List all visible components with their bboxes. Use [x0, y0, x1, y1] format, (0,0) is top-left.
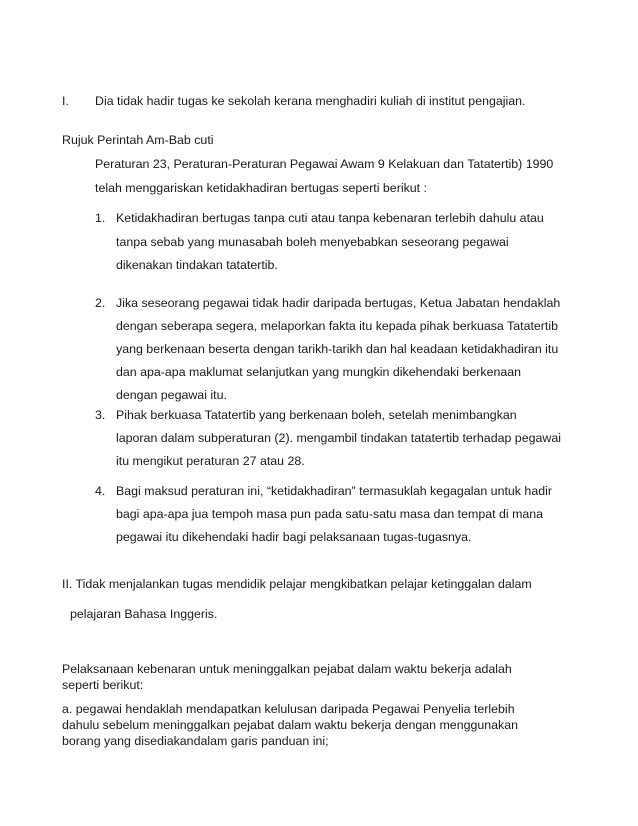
item-4-line: pegawai itu dikehendaki hadir bagi pelaksanaan tugas-tugasnya.: [116, 530, 472, 544]
item-2-number: 2.: [95, 296, 106, 310]
section-i-text: Dia tidak hadir tugas ke sekolah kerana menghadiri kuliah di institut pengajian.: [95, 94, 526, 108]
rujuk-heading: Rujuk Perintah Am-Bab cuti: [62, 133, 214, 147]
item-2-line: yang berkenaan beserta dengan tarikh-tarikh dan hal keadaan ketidakhadiran itu: [116, 342, 559, 356]
item-2-line: dan apa-apa maklumat selanjutkan yang mungkin dikehendaki berkenaan: [116, 365, 522, 379]
item-3-line: itu mengikut peraturan 27 atau 28.: [116, 454, 305, 468]
item-4-line: Bagi maksud peraturan ini, “ketidakhadiran” termasuklah kegagalan untuk hadir: [116, 484, 552, 498]
section-ii-line: pelajaran Bahasa Inggeris.: [70, 607, 218, 621]
point-a-line: dahulu sebelum meninggalkan pejabat dalam waktu bekerja dengan menggunakan: [62, 718, 519, 732]
point-a-line: borang yang disediakandalam garis panduan ini;: [62, 734, 329, 748]
pelaksanaan-line: seperti berikut:: [62, 678, 144, 692]
item-3-line: Pihak berkuasa Tatatertib yang berkenaan boleh, setelah menimbangkan: [116, 408, 517, 422]
peraturan-intro-line: telah menggariskan ketidakhadiran bertugas seperti berikut :: [95, 181, 427, 195]
point-a-line: a. pegawai hendaklah mendapatkan kelulusan daripada Pegawai Penyelia terlebih: [62, 702, 515, 716]
item-1-number: 1.: [95, 211, 106, 225]
item-1-line: dikenakan tindakan tatatertib.: [116, 258, 278, 272]
peraturan-intro-line: Peraturan 23, Peraturan-Peraturan Pegawai Awam 9 Kelakuan dan Tatatertib) 1990: [95, 157, 554, 171]
item-3-line: laporan dalam subperaturan (2). mengambil tindakan tatatertib terhadap pegawai: [116, 431, 561, 445]
item-1-line: Ketidakhadiran bertugas tanpa cuti atau tanpa kebenaran terlebih dahulu atau: [116, 211, 544, 225]
section-i-marker: I.: [62, 94, 69, 108]
item-2-line: Jika seseorang pegawai tidak hadir daripada bertugas, Ketua Jabatan hendaklah: [116, 296, 561, 310]
item-2-line: dengan pegawai itu.: [116, 388, 227, 402]
item-3-number: 3.: [95, 408, 106, 422]
item-4-number: 4.: [95, 484, 106, 498]
pelaksanaan-line: Pelaksanaan kebenaran untuk meninggalkan pejabat dalam waktu bekerja adalah: [62, 662, 512, 676]
item-4-line: bagi apa-apa jua tempoh masa pun pada satu-satu masa dan tempat di mana: [116, 507, 544, 521]
section-ii-line: II. Tidak menjalankan tugas mendidik pelajar mengkibatkan pelajar ketinggalan dalam: [62, 577, 532, 591]
item-1-line: tanpa sebab yang munasabah boleh menyebabkan seseorang pegawai: [116, 235, 509, 249]
item-2-line: dengan seberapa segera, melaporkan fakta itu kepada pihak berkuasa Tatatertib: [116, 319, 559, 333]
